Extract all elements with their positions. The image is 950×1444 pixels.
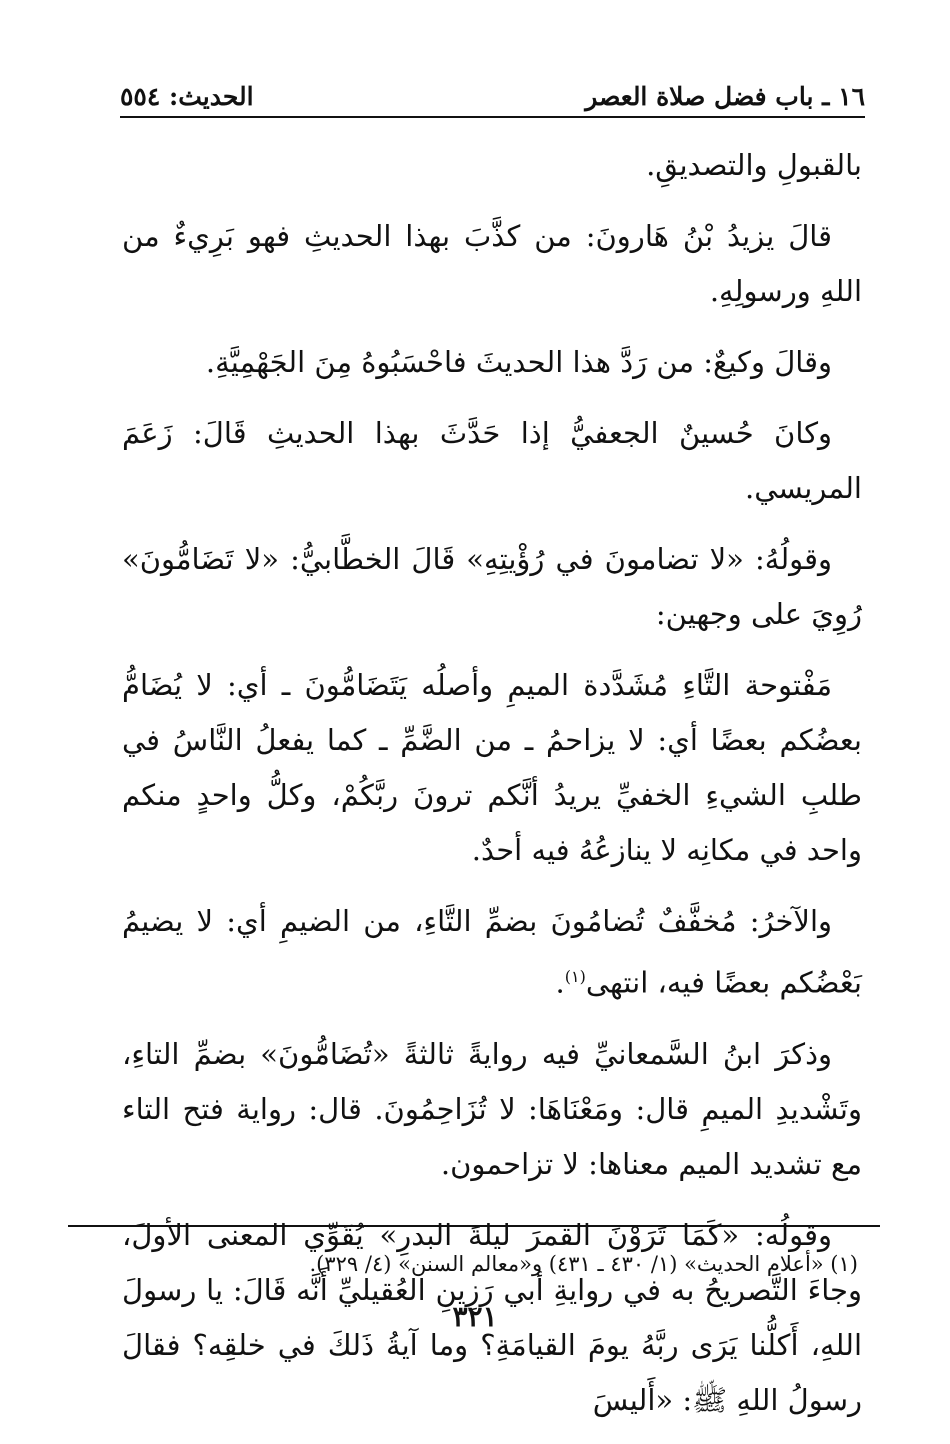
paragraph: وذكرَ ابنُ السَّمعانيِّ فيه روايةً ثالثةً «تُضَامُّونَ» بضمِّ التاءِ، وتَشْديدِ الميمِ قال: ومَعْنَاهَا: لا تُزَاحِمُونَ. قال: رواية فتح التاء مع تشديد الميم معناها: لا تزاحمون. bbox=[122, 1036, 862, 1181]
footnote-separator bbox=[68, 1225, 880, 1227]
paragraph: وكانَ حُسينٌ الجعفيُّ إذا حَدَّثَ بهذا الحديثِ قَالَ: زَعَمَ المريسي. bbox=[122, 416, 862, 505]
footnote: (١) «أعلام الحديث» (١/ ٤٣٠ ـ ٤٣١) و«معالم السنن» (٤/ ٣٢٩). bbox=[309, 1252, 858, 1276]
footnote-reference: (١) bbox=[564, 967, 586, 986]
chapter-title: ١٦ ـ باب فضل صلاة العصر bbox=[585, 82, 865, 111]
paragraph: والآخرُ: مُخفَّفٌ تُضامُونَ بضمِّ التَّاءِ، من الضيمِ أي: لا يضيمُ بَعْضُكم بعضًا فيه، انتهى$^{(١)}$. bbox=[122, 904, 862, 1000]
paragraph: قالَ يزيدُ بْنُ هَارونَ: من كذَّبَ بهذا الحديثِ فهو بَرِيءٌ من اللهِ ورسولِهِ. bbox=[122, 219, 862, 308]
paragraph: وقولُهُ: «لا تضامونَ في رُؤْيتِهِ» قَالَ الخطَّابيُّ: «لا تَضَامُّونَ» رُوِيَ على وجهين: bbox=[122, 542, 862, 631]
paragraph: وقولُه: «كَمَا تَرَوْنَ القمرَ ليلةَ البدرِ» يُقَوِّي المعنى الأولَ، وجاءَ التَّصريحُ به في روايةِ أبي رَزِينِ العُقيليِّ أَنَّه قَالَ: يا رسولَ اللهِ، أَكلُّنا يَرَى ربَّهُ يومَ القيامَةِ؟ وما آيةُ ذَلكَ في خلقِه؟ فقالَ رسولُ اللهِ ﷺ: «أَليسَ bbox=[122, 1217, 862, 1417]
hadith-number: الحديث: ٥٥٤ bbox=[120, 82, 254, 111]
paragraph: وقالَ وكيعٌ: من رَدَّ هذا الحديثَ فاحْسَبُوهُ مِنَ الجَهْمِيَّةِ. bbox=[205, 345, 832, 379]
paragraph-text: والآخرُ: مُخفَّفٌ تُضامُونَ بضمِّ التَّاءِ، من الضيمِ أي: لا يضيمُ بَعْضُكم بعضًا فيه، انتهى bbox=[122, 904, 862, 1000]
paragraph: بالقبولِ والتصديقِ. bbox=[646, 148, 862, 182]
page-number: ٣٢١ bbox=[452, 1300, 498, 1333]
paragraph: مَفْتوحة التَّاءِ مُشَدَّدة الميمِ وأصلُه يَتَضَامُّونَ ـ أي: لا يُضَامُّ بعضُكم بعضًا أي: لا يزاحمُ ـ من الضَّمِّ ـ كما يفعلُ النَّاسُ في طلبِ الشيءِ الخفيِّ يريدُ أنَّكم ترونَ ربَّكُمْ، وكلُّ واحدٍ منكم واحد في مكانِه لا ينازعُهُ فيه أحدٌ. bbox=[122, 668, 862, 867]
running-header bbox=[120, 82, 865, 118]
